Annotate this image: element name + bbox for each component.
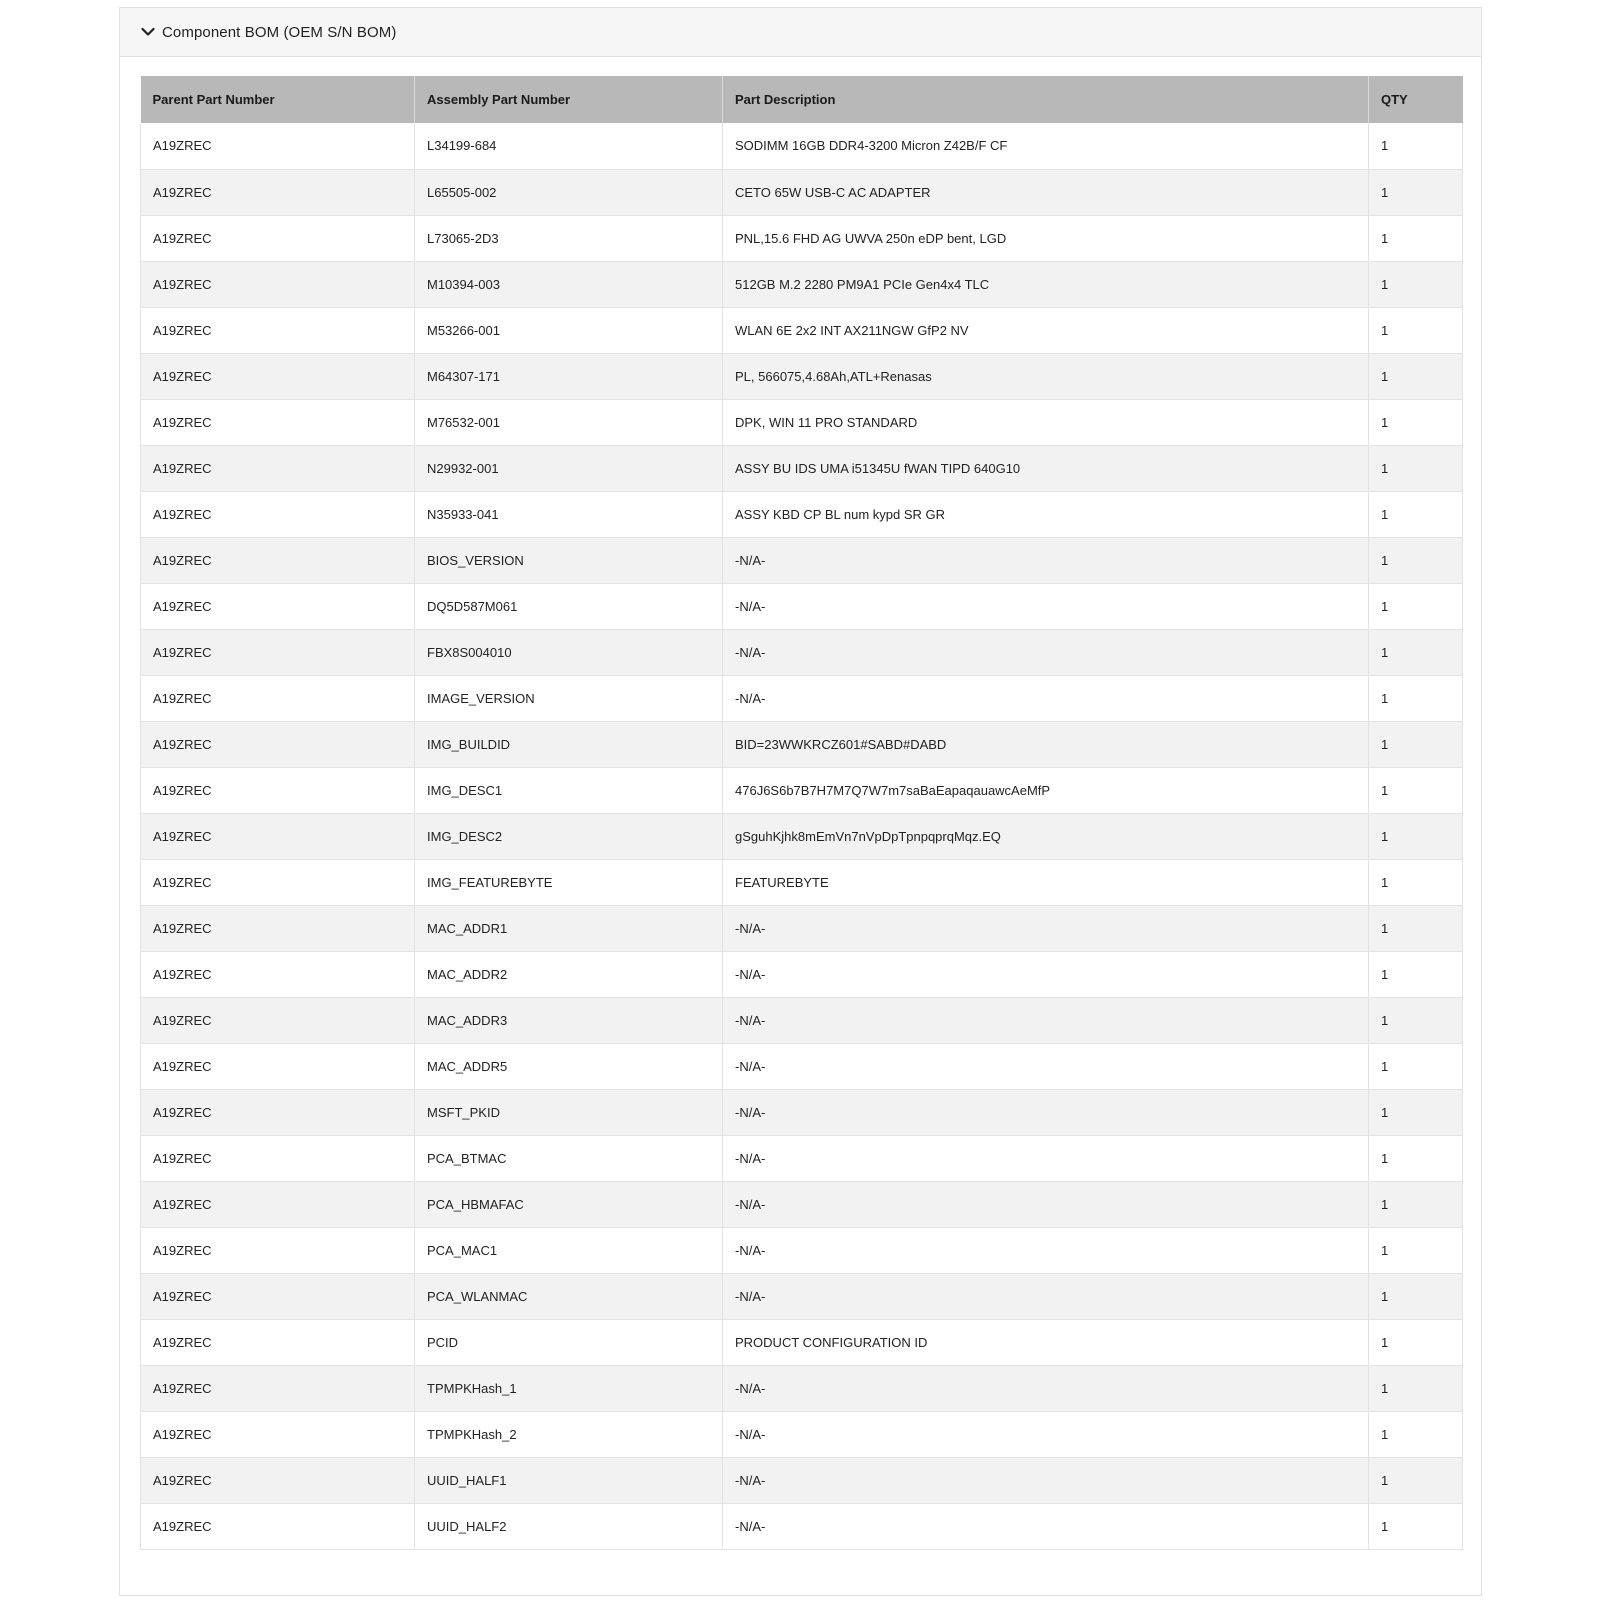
table-row bbox=[141, 1273, 1463, 1319]
part-description-cell: -N/A- bbox=[723, 1457, 1369, 1503]
qty-cell: 1 bbox=[1369, 169, 1463, 215]
part-description-cell: SODIMM 16GB DDR4-3200 Micron Z42B/F CF bbox=[723, 123, 1369, 169]
table-row bbox=[141, 1135, 1463, 1181]
qty-cell: 1 bbox=[1369, 583, 1463, 629]
part-description-cell: PRODUCT CONFIGURATION ID bbox=[723, 1319, 1369, 1365]
parent-part-number-cell: A19ZREC bbox=[141, 1043, 415, 1089]
qty-cell: 1 bbox=[1369, 261, 1463, 307]
assembly-part-number-cell: MSFT_PKID bbox=[415, 1089, 723, 1135]
assembly-part-number-cell: BIOS_VERSION bbox=[415, 537, 723, 583]
parent-part-number-cell: A19ZREC bbox=[141, 399, 415, 445]
qty-cell: 1 bbox=[1369, 1135, 1463, 1181]
parent-part-number-cell: A19ZREC bbox=[141, 261, 415, 307]
qty-cell: 1 bbox=[1369, 123, 1463, 169]
table-row bbox=[141, 1365, 1463, 1411]
parent-part-number-cell: A19ZREC bbox=[141, 859, 415, 905]
chevron-down-icon[interactable] bbox=[140, 24, 156, 40]
qty-cell: 1 bbox=[1369, 1503, 1463, 1549]
part-description-cell: -N/A- bbox=[723, 537, 1369, 583]
bom-table-wrapper bbox=[140, 76, 1462, 1550]
table-row bbox=[141, 169, 1463, 215]
qty-cell: 1 bbox=[1369, 353, 1463, 399]
assembly-part-number-cell: M53266-001 bbox=[415, 307, 723, 353]
table-row bbox=[141, 1319, 1463, 1365]
qty-cell: 1 bbox=[1369, 1457, 1463, 1503]
part-description-cell: -N/A- bbox=[723, 1135, 1369, 1181]
assembly-part-number-cell: FBX8S004010 bbox=[415, 629, 723, 675]
parent-part-number-cell: A19ZREC bbox=[141, 1273, 415, 1319]
table-row bbox=[141, 215, 1463, 261]
part-description-cell: WLAN 6E 2x2 INT AX211NGW GfP2 NV bbox=[723, 307, 1369, 353]
part-description-cell: PL, 566075,4.68Ah,ATL+Renasas bbox=[723, 353, 1369, 399]
table-row bbox=[141, 583, 1463, 629]
qty-cell: 1 bbox=[1369, 1273, 1463, 1319]
table-row bbox=[141, 445, 1463, 491]
assembly-part-number-cell: MAC_ADDR5 bbox=[415, 1043, 723, 1089]
header-parent-part-number[interactable]: Parent Part Number bbox=[141, 76, 415, 123]
parent-part-number-cell: A19ZREC bbox=[141, 905, 415, 951]
assembly-part-number-cell: MAC_ADDR1 bbox=[415, 905, 723, 951]
assembly-part-number-cell: PCA_BTMAC bbox=[415, 1135, 723, 1181]
parent-part-number-cell: A19ZREC bbox=[141, 1135, 415, 1181]
assembly-part-number-cell: IMG_BUILDID bbox=[415, 721, 723, 767]
assembly-part-number-cell: M76532-001 bbox=[415, 399, 723, 445]
table-row bbox=[141, 1457, 1463, 1503]
part-description-cell: -N/A- bbox=[723, 997, 1369, 1043]
assembly-part-number-cell: M64307-171 bbox=[415, 353, 723, 399]
panel-title: Component BOM (OEM S/N BOM) bbox=[162, 23, 397, 41]
qty-cell: 1 bbox=[1369, 307, 1463, 353]
table-body bbox=[141, 123, 1463, 1549]
parent-part-number-cell: A19ZREC bbox=[141, 353, 415, 399]
table-row bbox=[141, 261, 1463, 307]
table-row bbox=[141, 353, 1463, 399]
qty-cell: 1 bbox=[1369, 1365, 1463, 1411]
parent-part-number-cell: A19ZREC bbox=[141, 123, 415, 169]
part-description-cell: ASSY KBD CP BL num kypd SR GR bbox=[723, 491, 1369, 537]
table-row bbox=[141, 629, 1463, 675]
table-row bbox=[141, 767, 1463, 813]
assembly-part-number-cell: L34199-684 bbox=[415, 123, 723, 169]
table-row bbox=[141, 1181, 1463, 1227]
assembly-part-number-cell: IMG_DESC2 bbox=[415, 813, 723, 859]
parent-part-number-cell: A19ZREC bbox=[141, 629, 415, 675]
table-row bbox=[141, 905, 1463, 951]
table-row bbox=[141, 1227, 1463, 1273]
qty-cell: 1 bbox=[1369, 1043, 1463, 1089]
assembly-part-number-cell: PCID bbox=[415, 1319, 723, 1365]
parent-part-number-cell: A19ZREC bbox=[141, 1457, 415, 1503]
parent-part-number-cell: A19ZREC bbox=[141, 169, 415, 215]
parent-part-number-cell: A19ZREC bbox=[141, 1365, 415, 1411]
parent-part-number-cell: A19ZREC bbox=[141, 813, 415, 859]
qty-cell: 1 bbox=[1369, 951, 1463, 997]
assembly-part-number-cell: TPMPKHash_1 bbox=[415, 1365, 723, 1411]
qty-cell: 1 bbox=[1369, 905, 1463, 951]
part-description-cell: BID=23WWKRCZ601#SABD#DABD bbox=[723, 721, 1369, 767]
part-description-cell: gSguhKjhk8mEmVn7nVpDpTpnpqprqMqz.EQ bbox=[723, 813, 1369, 859]
part-description-cell: -N/A- bbox=[723, 1227, 1369, 1273]
table-header-row bbox=[141, 76, 1463, 123]
table-row bbox=[141, 813, 1463, 859]
table-row bbox=[141, 307, 1463, 353]
qty-cell: 1 bbox=[1369, 1319, 1463, 1365]
part-description-cell: ASSY BU IDS UMA i51345U fWAN TIPD 640G10 bbox=[723, 445, 1369, 491]
assembly-part-number-cell: N35933-041 bbox=[415, 491, 723, 537]
header-assembly-part-number[interactable]: Assembly Part Number bbox=[415, 76, 723, 123]
part-description-cell: -N/A- bbox=[723, 1365, 1369, 1411]
table-row bbox=[141, 123, 1463, 169]
table-row bbox=[141, 491, 1463, 537]
qty-cell: 1 bbox=[1369, 1181, 1463, 1227]
part-description-cell: DPK, WIN 11 PRO STANDARD bbox=[723, 399, 1369, 445]
panel-header-toggle[interactable] bbox=[120, 8, 1481, 57]
assembly-part-number-cell: PCA_MAC1 bbox=[415, 1227, 723, 1273]
qty-cell: 1 bbox=[1369, 859, 1463, 905]
assembly-part-number-cell: MAC_ADDR2 bbox=[415, 951, 723, 997]
parent-part-number-cell: A19ZREC bbox=[141, 1089, 415, 1135]
assembly-part-number-cell: MAC_ADDR3 bbox=[415, 997, 723, 1043]
parent-part-number-cell: A19ZREC bbox=[141, 951, 415, 997]
part-description-cell: -N/A- bbox=[723, 1089, 1369, 1135]
part-description-cell: FEATUREBYTE bbox=[723, 859, 1369, 905]
part-description-cell: -N/A- bbox=[723, 1273, 1369, 1319]
qty-cell: 1 bbox=[1369, 997, 1463, 1043]
part-description-cell: 476J6S6b7B7H7M7Q7W7m7saBaEapaqauawcAeMfP bbox=[723, 767, 1369, 813]
qty-cell: 1 bbox=[1369, 491, 1463, 537]
qty-cell: 1 bbox=[1369, 675, 1463, 721]
parent-part-number-cell: A19ZREC bbox=[141, 1181, 415, 1227]
table-row bbox=[141, 997, 1463, 1043]
part-description-cell: 512GB M.2 2280 PM9A1 PCIe Gen4x4 TLC bbox=[723, 261, 1369, 307]
assembly-part-number-cell: IMG_DESC1 bbox=[415, 767, 723, 813]
parent-part-number-cell: A19ZREC bbox=[141, 721, 415, 767]
parent-part-number-cell: A19ZREC bbox=[141, 1227, 415, 1273]
qty-cell: 1 bbox=[1369, 537, 1463, 583]
table-row bbox=[141, 951, 1463, 997]
component-bom-panel bbox=[119, 7, 1482, 1596]
part-description-cell: -N/A- bbox=[723, 1181, 1369, 1227]
parent-part-number-cell: A19ZREC bbox=[141, 491, 415, 537]
part-description-cell: -N/A- bbox=[723, 1411, 1369, 1457]
part-description-cell: -N/A- bbox=[723, 583, 1369, 629]
parent-part-number-cell: A19ZREC bbox=[141, 1411, 415, 1457]
table-row bbox=[141, 675, 1463, 721]
qty-cell: 1 bbox=[1369, 1411, 1463, 1457]
part-description-cell: -N/A- bbox=[723, 675, 1369, 721]
qty-cell: 1 bbox=[1369, 445, 1463, 491]
assembly-part-number-cell: UUID_HALF1 bbox=[415, 1457, 723, 1503]
parent-part-number-cell: A19ZREC bbox=[141, 445, 415, 491]
table-row bbox=[141, 1503, 1463, 1549]
assembly-part-number-cell: UUID_HALF2 bbox=[415, 1503, 723, 1549]
assembly-part-number-cell: L65505-002 bbox=[415, 169, 723, 215]
parent-part-number-cell: A19ZREC bbox=[141, 583, 415, 629]
parent-part-number-cell: A19ZREC bbox=[141, 215, 415, 261]
table-row bbox=[141, 721, 1463, 767]
table-row bbox=[141, 1089, 1463, 1135]
part-description-cell: -N/A- bbox=[723, 1043, 1369, 1089]
table-row bbox=[141, 1411, 1463, 1457]
assembly-part-number-cell: PCA_WLANMAC bbox=[415, 1273, 723, 1319]
assembly-part-number-cell: PCA_HBMAFAC bbox=[415, 1181, 723, 1227]
part-description-cell: -N/A- bbox=[723, 951, 1369, 997]
qty-cell: 1 bbox=[1369, 399, 1463, 445]
part-description-cell: -N/A- bbox=[723, 905, 1369, 951]
header-qty[interactable]: QTY bbox=[1369, 76, 1463, 123]
assembly-part-number-cell: TPMPKHash_2 bbox=[415, 1411, 723, 1457]
assembly-part-number-cell: IMAGE_VERSION bbox=[415, 675, 723, 721]
parent-part-number-cell: A19ZREC bbox=[141, 997, 415, 1043]
parent-part-number-cell: A19ZREC bbox=[141, 1503, 415, 1549]
qty-cell: 1 bbox=[1369, 629, 1463, 675]
assembly-part-number-cell: DQ5D587M061 bbox=[415, 583, 723, 629]
qty-cell: 1 bbox=[1369, 767, 1463, 813]
part-description-cell: CETO 65W USB-C AC ADAPTER bbox=[723, 169, 1369, 215]
parent-part-number-cell: A19ZREC bbox=[141, 1319, 415, 1365]
assembly-part-number-cell: IMG_FEATUREBYTE bbox=[415, 859, 723, 905]
parent-part-number-cell: A19ZREC bbox=[141, 537, 415, 583]
table-row bbox=[141, 1043, 1463, 1089]
part-description-cell: -N/A- bbox=[723, 1503, 1369, 1549]
assembly-part-number-cell: L73065-2D3 bbox=[415, 215, 723, 261]
qty-cell: 1 bbox=[1369, 813, 1463, 859]
parent-part-number-cell: A19ZREC bbox=[141, 307, 415, 353]
table-row bbox=[141, 537, 1463, 583]
part-description-cell: -N/A- bbox=[723, 629, 1369, 675]
parent-part-number-cell: A19ZREC bbox=[141, 675, 415, 721]
qty-cell: 1 bbox=[1369, 1227, 1463, 1273]
bom-table bbox=[140, 76, 1463, 1550]
table-row bbox=[141, 399, 1463, 445]
qty-cell: 1 bbox=[1369, 215, 1463, 261]
qty-cell: 1 bbox=[1369, 721, 1463, 767]
table-row bbox=[141, 859, 1463, 905]
assembly-part-number-cell: N29932-001 bbox=[415, 445, 723, 491]
qty-cell: 1 bbox=[1369, 1089, 1463, 1135]
parent-part-number-cell: A19ZREC bbox=[141, 767, 415, 813]
part-description-cell: PNL,15.6 FHD AG UWVA 250n eDP bent, LGD bbox=[723, 215, 1369, 261]
header-part-description[interactable]: Part Description bbox=[723, 76, 1369, 123]
assembly-part-number-cell: M10394-003 bbox=[415, 261, 723, 307]
